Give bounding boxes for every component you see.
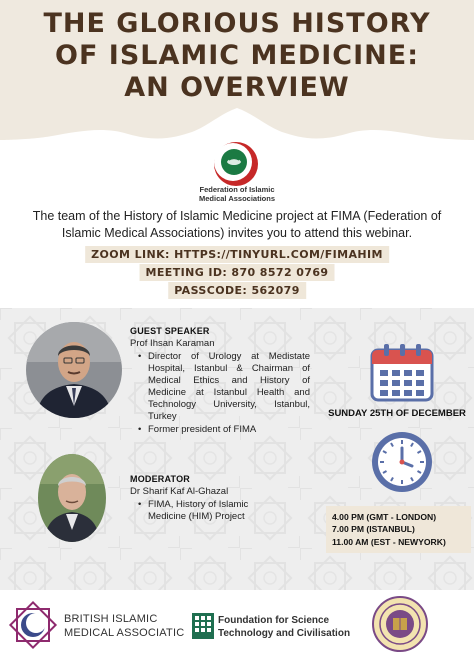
org-name-line-1: Federation of Islamic — [199, 185, 275, 194]
intro-text: The team of the History of Islamic Medicine project at FIMA (Federation of Islamic Medical Associations) invites you to attend this webinar. — [32, 209, 442, 241]
org-name-line-2: Medical Associations — [199, 194, 275, 204]
page-title-line-2: OF ISLAMIC MEDICINE: — [55, 40, 419, 71]
guest-speaker-heading: GUEST SPEAKER — [130, 326, 210, 336]
list-item: • Former president of FIMA — [138, 424, 310, 436]
time-istanbul: 7.00 PM (ISTANBUL) — [332, 524, 415, 535]
fstc-name-line-2: Technology and Civilisation — [218, 627, 351, 639]
guest-speaker-name: Prof Ihsan Karaman — [130, 338, 215, 349]
moderator-heading: MODERATOR — [130, 474, 190, 484]
zoom-link[interactable]: ZOOM LINK: HTTPS://TINYURL.COM/FIMAHIM — [85, 246, 389, 263]
speakers-section — [0, 308, 474, 590]
meeting-id: MEETING ID: 870 8572 0769 — [140, 264, 335, 281]
guest-speaker-photo — [26, 322, 122, 418]
time-newyork: 11.00 AM (EST - NEWYORK) — [332, 536, 446, 547]
passcode: PASSCODE: 562079 — [168, 282, 306, 299]
list-item: • Director of Urology at Medistate Hospital, Istanbul & Chairman of Medical Ethics and History of Medicine at Istanbul Health and Technology University, Istanbul, Turkey — [138, 351, 310, 423]
seal-logo-icon — [372, 596, 428, 652]
fstc-name — [218, 615, 350, 640]
bima-logo-icon — [8, 600, 58, 650]
fstc-logo-icon — [192, 613, 214, 639]
bima-name-line-1: BRITISH ISLAMIC — [64, 613, 158, 625]
event-date: SUNDAY 25TH OF DECEMBER — [328, 408, 466, 419]
org-name — [150, 185, 324, 204]
event-times — [326, 506, 471, 553]
time-london: 4.00 PM (GMT - LONDON) — [332, 512, 437, 522]
fima-crescent-logo-icon — [212, 140, 260, 188]
bima-name — [64, 612, 184, 641]
page-title-line-1: THE GLORIOUS HISTORY — [43, 8, 431, 39]
clock-icon — [370, 430, 434, 494]
bima-name-line-2: MEDICAL ASSOCIATIC — [64, 627, 185, 640]
calendar-icon — [370, 342, 434, 402]
moderator-photo — [38, 454, 106, 542]
guest-speaker-bio — [138, 351, 310, 437]
moderator-name: Dr Sharif Kaf Al-Ghazal — [130, 486, 229, 497]
moderator-bio — [138, 499, 258, 524]
fstc-name-line-1: Foundation for Science — [218, 615, 330, 626]
list-item: • FIMA, History of Islamic Medicine (HIM) Project — [138, 499, 258, 523]
page-title-line-3: AN OVERVIEW — [124, 72, 350, 103]
